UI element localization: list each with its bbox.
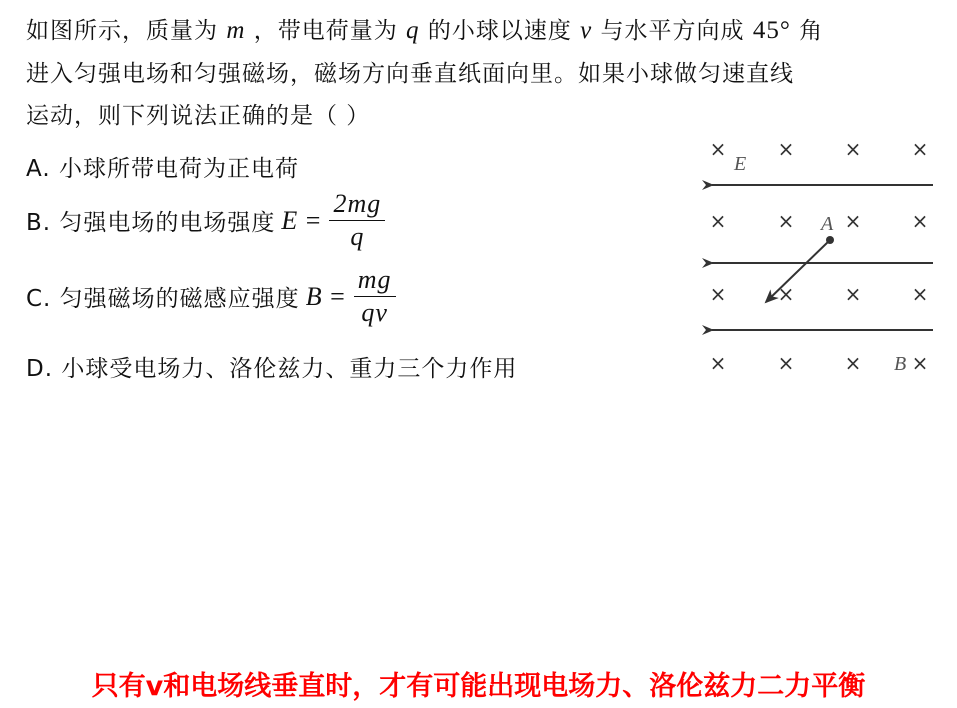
cross-mark: ×: [777, 282, 795, 306]
option-d[interactable]: [26, 350, 517, 383]
velocity-vector: [766, 240, 830, 302]
angle-value: 45°: [752, 17, 791, 44]
question-line-1: [26, 14, 823, 48]
field-diagram: [700, 130, 945, 380]
label-e: E: [734, 153, 747, 175]
cross-mark: ×: [777, 351, 795, 375]
cross-mark: ×: [844, 351, 862, 375]
option-b-equation: E =: [281, 205, 322, 235]
label-b: B: [894, 353, 907, 375]
option-b[interactable]: [26, 190, 385, 251]
explanation-note: 只有v和电场线垂直时，才有可能出现电场力、洛伦兹力二力平衡: [91, 671, 866, 702]
option-b-denominator: q: [350, 222, 365, 251]
question-text: 与水平方向成: [600, 18, 745, 44]
cross-mark: ×: [911, 209, 929, 233]
cross-mark: ×: [911, 282, 929, 306]
option-b-lhs: E: [281, 205, 299, 235]
question-line-2: 进入匀强电场和匀强磁场，磁场方向垂直纸面向里。如果小球做匀速直线: [26, 61, 794, 87]
cross-mark: ×: [777, 137, 795, 161]
option-c-fraction: [354, 266, 396, 327]
option-c-equation: B =: [305, 281, 346, 311]
option-c-numerator: mg: [354, 266, 396, 297]
cross-mark: ×: [709, 137, 727, 161]
var-v: v: [580, 17, 593, 44]
var-m: m: [226, 17, 246, 44]
option-b-numerator: 2mg: [329, 190, 385, 221]
cross-mark: ×: [844, 209, 862, 233]
option-c[interactable]: [26, 266, 396, 327]
question-text: 的小球以速度: [427, 18, 572, 44]
cross-mark: ×: [777, 209, 795, 233]
cross-mark: ×: [844, 137, 862, 161]
cross-mark: ×: [844, 282, 862, 306]
option-a[interactable]: [26, 150, 299, 183]
option-d-text: D. 小球受电场力、洛伦兹力、重力三个力作用: [26, 356, 518, 382]
label-a: A: [821, 213, 834, 235]
option-b-fraction: [329, 190, 385, 251]
option-c-denominator: qv: [361, 298, 388, 327]
question-line-3: 运动，则下列说法正确的是（ ）: [26, 103, 371, 129]
option-c-text: C. 匀强磁场的磁感应强度: [26, 286, 300, 312]
cross-mark: ×: [709, 351, 727, 375]
cross-mark: ×: [709, 209, 727, 233]
cross-mark: ×: [709, 282, 727, 306]
question-text: 角: [799, 18, 824, 44]
option-b-text: B. 匀强电场的电场强度: [26, 210, 276, 236]
cross-mark: ×: [911, 137, 929, 161]
option-a-text: A. 小球所带电荷为正电荷: [26, 156, 299, 182]
question-text: ，带电荷量为: [253, 18, 398, 44]
cross-mark: ×: [911, 351, 929, 375]
option-c-lhs: B: [305, 281, 323, 311]
question-text: 如图所示，质量为: [26, 18, 218, 44]
var-q: q: [406, 17, 420, 44]
